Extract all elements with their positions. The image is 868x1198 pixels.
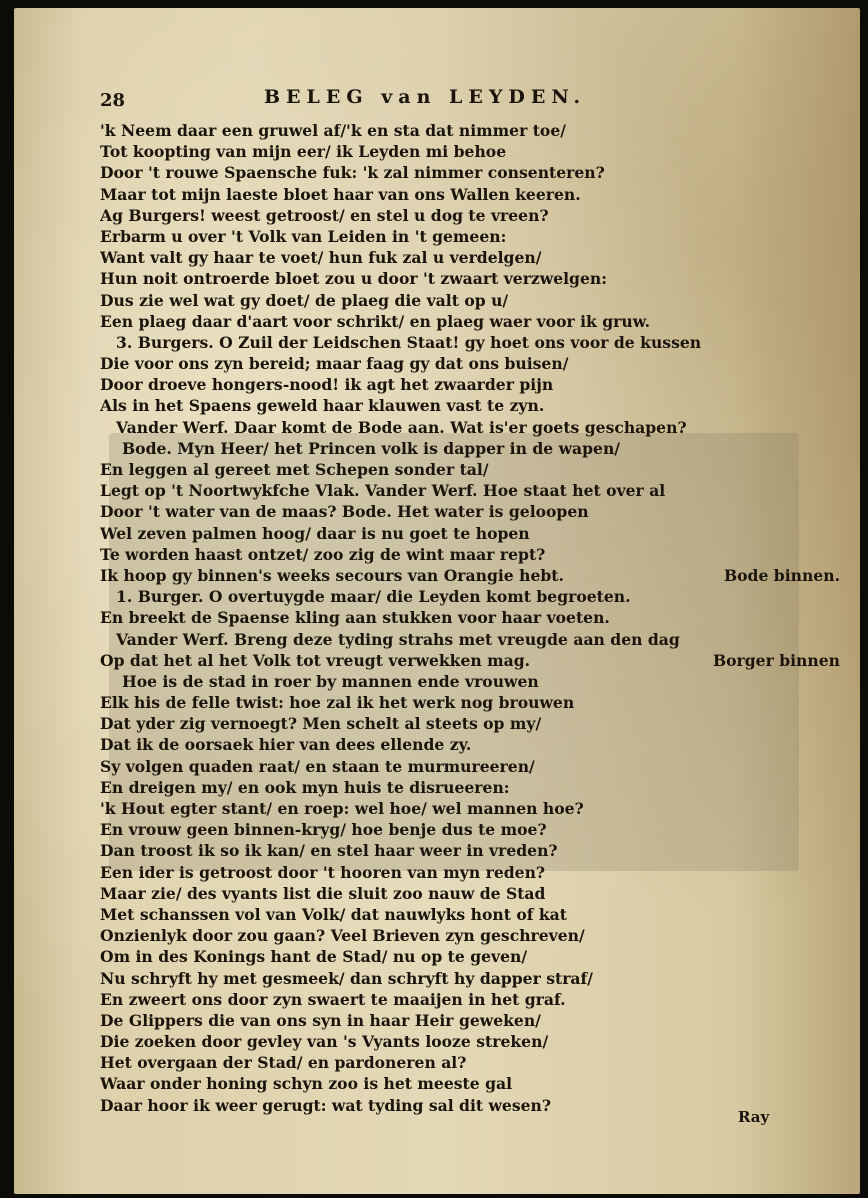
verse-line-text: Dan troost ik so ik kan/ en stel haar weer in vreden? [100,841,558,861]
verse-line-text: Tot koopting van mijn eer/ ik Leyden mi behoe [100,142,507,162]
verse-line [100,904,840,925]
verse-line [100,480,840,501]
verse-line-text: Legt op 't Noortwykfche Vlak. Vander Werf. Hoe staat het over al [100,481,666,501]
verse-line-text: De Glippers die van ons syn in haar Heir geweken/ [100,1010,541,1030]
stage-direction: Bode binnen. [723,565,840,585]
verse-block [100,120,840,1116]
catchword: Ray [738,1108,770,1126]
verse-line [100,819,840,840]
verse-line [100,523,840,544]
verse-line-text: En leggen al gereet met Schepen sonder tal/ [100,460,489,479]
book-page [14,8,860,1194]
stage-direction: Borger binnen [712,650,840,670]
verse-line-text: Maar zie/ des vyants list die sluit zoo nauw de Stad [100,883,546,903]
verse-line [100,565,840,586]
verse-line-text: Waar onder honing schyn zoo is het meeste gal [100,1074,513,1094]
verse-line [100,1095,840,1116]
page-number: 28 [100,90,126,111]
verse-line-text: Ik hoop gy binnen's weeks secours van Orangie hebt. [100,565,564,585]
verse-line-text: Want valt gy haar te voet/ hun fuk zal u verdelgen/ [100,248,542,268]
verse-line-text: Onzienlyk door zou gaan? Veel Brieven zyn geschreven/ [100,926,585,946]
verse-line-text: Om in des Konings hant de Stad/ nu op te geven/ [100,947,528,967]
verse-line-text: Het overgaan der Stad/ en pardoneren al? [100,1053,467,1073]
verse-line [100,607,840,628]
verse-line [100,501,840,522]
verse-line [100,1010,840,1031]
verse-line [100,417,840,438]
verse-line [100,162,840,183]
verse-line-text: En dreigen my/ en ook myn huis te disrueeren: [100,777,510,797]
verse-line-text: Sy volgen quaden raat/ en staan te murmureeren/ [100,756,535,776]
verse-line-text: Hoe is de stad in roer by mannen ende vrouwen [122,671,539,691]
page-text [14,8,860,1194]
verse-line [100,840,840,861]
verse-line [100,925,840,946]
verse-line [100,459,840,480]
verse-line [100,650,840,671]
verse-line [100,629,840,650]
verse-line [100,692,840,713]
verse-line-text: Wel zeven palmen hoog/ daar is nu goet te hopen [100,523,530,543]
verse-line-text: Maar tot mijn laeste bloet haar van ons Wallen keeren. [100,184,581,204]
verse-line-text: 1. Burger. O overtuygde maar/ die Leyden komt begroeten. [116,587,631,607]
verse-line [100,1031,840,1052]
verse-line-text: Hun noit ontroerde bloet zou u door 't zwaart verzwelgen: [100,269,607,289]
running-title: BELEG van LEYDEN. [264,86,587,108]
verse-line [100,968,840,989]
verse-line [100,332,840,353]
verse-line-text: Nu schryft hy met gesmeek/ dan schryft hy dapper straf/ [100,968,593,988]
verse-line [100,1052,840,1073]
verse-line-text: En breekt de Spaense kling aan stukken voor haar voeten. [100,608,610,628]
verse-line-text: Vander Werf. Daar komt de Bode aan. Wat is'er goets geschapen? [116,417,687,437]
verse-line [100,438,840,459]
verse-line-text: Door 't water van de maas? Bode. Het water is geloopen [100,502,589,522]
verse-line-text: Een plaeg daar d'aart voor schrikt/ en plaeg waer voor ik gruw. [100,311,651,331]
running-header [14,86,860,116]
verse-line-text: Elk his de felle twist: hoe zal ik het werk nog brouwen [100,693,575,713]
verse-line-text: Dat yder zig vernoegt? Men schelt al steets op my/ [100,714,542,734]
verse-line-text: 'k Hout egter stant/ en roep: wel hoe/ wel mannen hoe? [100,799,584,818]
verse-line [100,120,840,141]
verse-line-text: Ag Burgers! weest getroost/ en stel u dog te vreen? [100,205,549,225]
verse-line [100,756,840,777]
verse-line-text: Met schanssen vol van Volk/ dat nauwlyks hont of kat [100,904,567,924]
verse-line [100,290,840,311]
verse-line-text: Die voor ons zyn bereid; maar faag gy dat ons buisen/ [100,354,569,374]
verse-line [100,226,840,247]
verse-line [100,989,840,1010]
verse-line [100,184,840,205]
verse-line [100,311,840,332]
verse-line-text: Bode. Myn Heer/ het Princen volk is dapper in de wapen/ [122,438,621,458]
verse-line [100,374,840,395]
verse-line [100,777,840,798]
verse-line-text: Die zoeken door gevley van 's Vyants looze streken/ [100,1032,549,1052]
verse-line [100,1073,840,1094]
verse-line [100,883,840,904]
verse-line-text: Dus zie wel wat gy doet/ de plaeg die valt op u/ [100,290,509,310]
verse-line [100,671,840,692]
verse-line-text: Door droeve hongers-nood! ik agt het zwaarder pijn [100,375,554,395]
verse-line-text: Vander Werf. Breng deze tyding strahs met vreugde aan den dag [116,629,680,649]
verse-line [100,353,840,374]
verse-line [100,586,840,607]
verse-line [100,713,840,734]
verse-line-text: 'k Neem daar een gruwel af/'k en sta dat nimmer toe/ [100,121,566,140]
verse-line [100,205,840,226]
verse-line-text: En zweert ons door zyn swaert te maaijen in het graf. [100,989,566,1009]
verse-line-text: Dat ik de oorsaek hier van dees ellende zy. [100,735,472,755]
verse-line-text: Door 't rouwe Spaensche fuk: 'k zal nimmer consenteren? [100,163,605,183]
verse-line [100,247,840,268]
verse-line [100,798,840,819]
verse-line [100,268,840,289]
verse-line-text: Een ider is getroost door 't hooren van myn reden? [100,862,546,882]
verse-line-text: Daar hoor ik weer gerugt: wat tyding sal dit wesen? [100,1095,552,1115]
verse-line-text: Als in het Spaens geweld haar klauwen vast te zyn. [100,396,545,416]
verse-line-text: Erbarm u over 't Volk van Leiden in 't gemeen: [100,226,507,246]
verse-line-text: En vrouw geen binnen-kryg/ hoe benje dus te moe? [100,820,547,840]
verse-line [100,862,840,883]
verse-line [100,141,840,162]
verse-line [100,544,840,565]
verse-line-text: 3. Burgers. O Zuil der Leidschen Staat! gy hoet ons voor de kussen [116,332,702,352]
verse-line [100,734,840,755]
verse-line [100,946,840,967]
verse-line [100,395,840,416]
verse-line-text: Op dat het al het Volk tot vreugt verwekken mag. [100,650,531,670]
verse-line-text: Te worden haast ontzet/ zoo zig de wint maar rept? [100,544,546,564]
